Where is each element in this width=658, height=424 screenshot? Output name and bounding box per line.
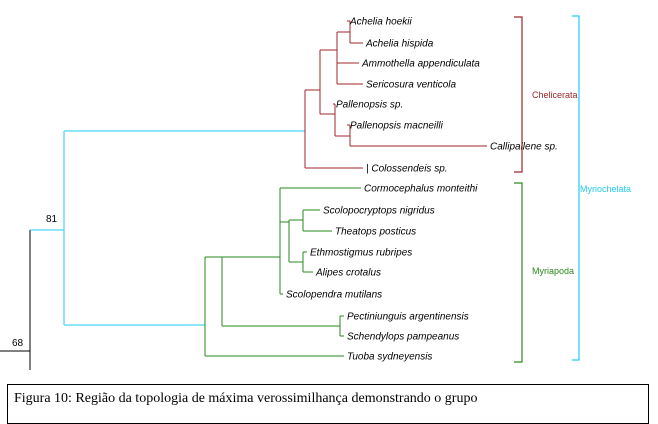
taxon-labels [286,17,558,363]
taxon-label: Achelia hispida [366,38,434,50]
myriochelata-label: Myriochelata [580,184,632,194]
myriochelata-bracket [572,16,631,360]
chelicerata-label: Chelicerata [532,90,578,100]
taxon-label: Achelia hoekii [350,16,412,28]
taxon-label: Ammothella appendiculata [362,58,480,70]
figure-caption: Figura 10: Região da topologia de máxima verossimilhança demonstrando o grupo [7,384,649,424]
taxon-label: Schendylops pampeanus [347,331,460,343]
taxon-label: Cormocephalus monteithi [364,183,478,195]
taxon-label: Ethmostigmus rubripes [310,247,413,259]
taxon-label: Scolopendra mutilans [286,289,383,301]
taxon-label: Pallenopsis sp. [336,99,404,111]
myriochelata-bracket-line [572,16,579,360]
taxon-label: Alipes crotalus [316,267,382,279]
myriapoda-bracket [514,183,574,362]
root-support-value: 68 [12,338,24,349]
taxon-label: Pallenopsis macneilli [350,120,443,132]
taxon-label: Tuoba sydneyensis [347,351,433,363]
myriapoda-bracket-line [514,183,522,362]
taxon-label: Pectiniunguis argentinensis [347,311,469,323]
taxon-label: Scolopocryptops nigridus [323,205,435,217]
taxon-label: Theatops posticus [335,226,417,238]
taxon-label: Sericosura venticola [366,79,457,91]
myriochelata-support-value: 81 [46,214,58,225]
taxon-label: | Colossendeis sp. [366,163,448,175]
taxon-label: Callipallene sp. [490,141,558,153]
myriapoda-label: Myriapoda [532,266,575,276]
